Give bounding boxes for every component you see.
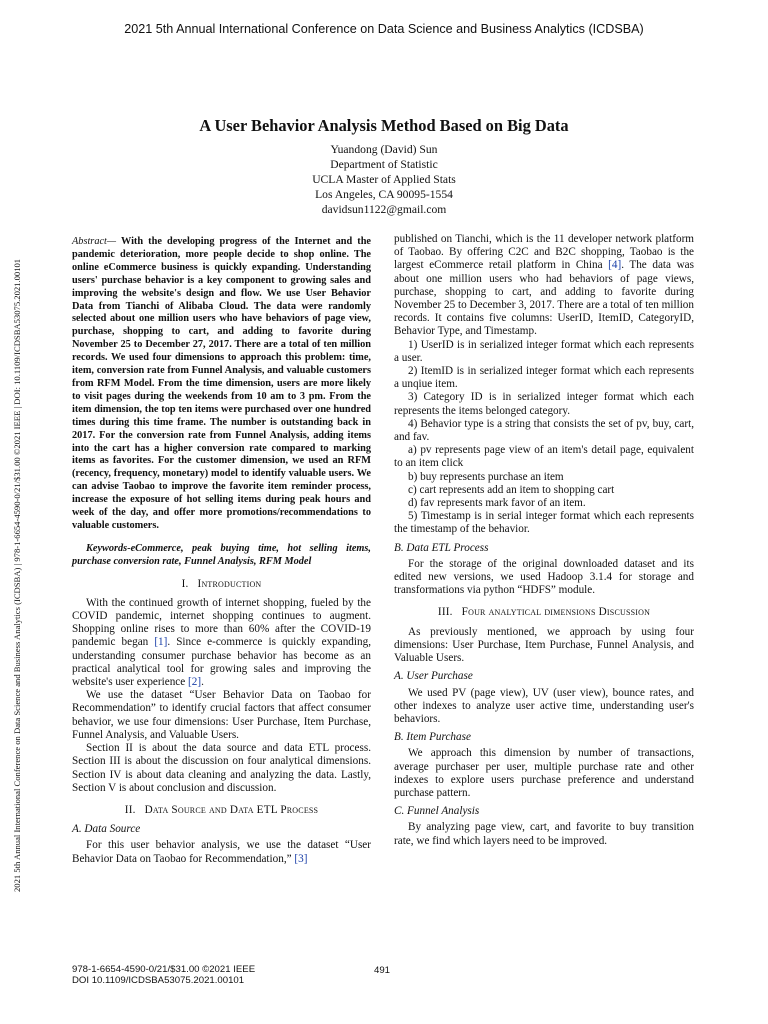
list-subitem: b) buy represents purchase an item (408, 470, 564, 483)
subsection-heading-item-purchase: B. Item Purchase (394, 731, 471, 744)
page-number: 491 (374, 965, 391, 976)
section-heading-data-source: II. Data Source and Data ETL Process (124, 803, 319, 816)
list-subitem: d) fav represents mark favor of an item. (408, 497, 586, 510)
subsection-heading-funnel-analysis: C. Funnel Analysis (394, 805, 480, 818)
citation-link[interactable]: [3] (294, 852, 308, 865)
abstract (72, 236, 371, 533)
sidebar-citation-text: 2021 5th Annual International Conference on Data Science and Business Analytics (ICDSBA) | 978-1-6654-4590-0/21/$31.00 ©2021 IEEE | DOI: 10.1109/ICDSBA53075.2021.00101 (12, 258, 22, 892)
funnel-analysis-paragraph: By analyzing page view, cart, and favorite to buy transition rate, we find which layers need to be improved. (394, 821, 694, 847)
author-program: UCLA Master of Applied Stats (312, 173, 456, 186)
conference-header: 2021 5th Annual International Conference on Data Science and Business Analytics (ICDSBA) (124, 22, 644, 36)
list-subitem: c) cart represents add an item to shopping cart (408, 483, 615, 496)
subsection-heading-user-purchase: A. User Purchase (394, 670, 473, 683)
section-heading-introduction: I. Introduction (181, 577, 262, 590)
user-purchase-paragraph: We used PV (page view), UV (user view), bounce rates, and other indexes to analyze user active time, understanding user's behaviors. (394, 686, 694, 725)
data-source-continued: published on Tianchi, which is the 11 developer network platform of Taobao. By offering C2C and B2C shopping, Taobao is the largest eCommerce retail platform in China [4]. The data was about one million users who had behaviors of page views, purchase, shopping to cart, and adding to favorite during November 25 to December 3, 2017. There are a total of ten million records. It contains five columns: UserID, ItemID, CategoryID, Behavior Type, and Timestamp. (394, 233, 694, 338)
list-subitem: a) pv represents page view of an item's detail page, equivalent to an item click (394, 444, 694, 470)
list-item: 2) ItemID is in serialized integer format which each represents a unqiue item. (394, 365, 694, 391)
subsection-heading-etl: B. Data ETL Process (394, 541, 489, 554)
footer-doi: DOI 10.1109/ICDSBA53075.2021.00101 (72, 975, 245, 986)
keywords: Keywords-eCommerce, peak buying time, hot selling items, purchase conversion rate, Funnel Analysis, RFM Model (72, 542, 371, 567)
abstract-text: With the developing progress of the Internet and the pandemic deterioration, more people decide to shop online. The online eCommerce business is quickly expanding. Understanding users' purchase behavior is a key component to growing sales and improving the website's design and flow. We use User Behavior Data from Tianchi of Alibaba Cloud. The data were randomly selected about one million users who have behaviors of page view, purchase, shopping to cart, and adding to favorite during November 25 to December 27, 2017. There are a total of ten million records. We used four dimensions to approach this problem: time, item, conversion rate from Funnel Analysis, and valuable customers from RFM Model. From the time dimension, users are more likely to visit pages during the weekends from 10 am to 3 pm. From the item dimension, the top ten items were purchased over one hundred times during this time frame. The number is outstanding back in 2017. For the conversion rate from Funnel Analysis, adding items into the cart has a higher conversion rate compared to marking items as favorites. For the customer dimension, we used an RFM (recency, frequency, monetary) model to identify valuable users. We can advise Taobao to improve the favorite item reminder process, increase the exposure of hot selling items during peak hours and week of the day, and offer more promotions/recommendations to valuable customers. (72, 236, 371, 531)
list-item: 1) UserID is in serialized integer format which each represents a user. (394, 338, 694, 364)
footer-isbn: 978-1-6654-4590-0/21/$31.00 ©2021 IEEE (72, 964, 256, 975)
intro-paragraph-1: With the continued growth of internet shopping, fueled by the COVID pandemic, internet shopping continues to augment. Shopping online rises to more than 60% after the COVID-19 pandemic began [1]. Since e-commerce is quickly expanding, understanding consumer purchase behavior has become as an practical analytical tool for growing sales and improving the website's user experience [2]. (72, 596, 371, 689)
citation-link[interactable]: [2] (188, 676, 202, 689)
item-purchase-paragraph: We approach this dimension by number of transactions, average purchaser per user, multiple purchase rate and other indexes to explore users purchase preference and understand purchase pattern. (394, 747, 694, 799)
intro-paragraph-2: We use the dataset “User Behavior Data on Taobao for Recommendation” to identify crucial factors that affect consumer behavior, we use four dimensions: User Purchase, Item Purchase, Funnel Analysis, and Valuable Users. (72, 689, 371, 741)
list-item: 4) Behavior type is a string that consists the set of pv, buy, cart, and fav. (394, 417, 694, 444)
left-column (72, 236, 371, 866)
list-item: 5) Timestamp is in serial integer format which each represents the timestamp of the behavior. (394, 510, 694, 536)
four-dimensions-paragraph: As previously mentioned, we approach by using four dimensions: User Purchase, Item Purchase, Funnel Analysis, and Valuable Users. (394, 625, 694, 665)
footer-copyright (72, 964, 255, 986)
author-email[interactable]: davidsun1122@gmail.com (321, 203, 447, 216)
paper-title: A User Behavior Analysis Method Based on Big Data (199, 116, 569, 135)
intro-paragraph-3: Section II is about the data source and data ETL process. Section III is about the discussion on four analytical dimensions. Section IV is about data cleaning and analyzing the data. Lastly, Section V is about conclusion and discussion. (72, 742, 371, 794)
abstract-lead: Abstract— (72, 236, 117, 247)
author-department: Department of Statistic (330, 158, 438, 171)
list-item: 3) Category ID is in serialized integer format which each represents the items belonged category. (394, 391, 694, 417)
citation-link[interactable]: [4] (608, 259, 622, 272)
section-heading-four-dimensions: III. Four analytical dimensions Discussion (437, 606, 651, 619)
author-location: Los Angeles, CA 90095-1554 (315, 188, 453, 201)
author-name: Yuandong (David) Sun (330, 143, 438, 156)
sidebar-citation (12, 132, 26, 892)
right-column (394, 233, 694, 848)
data-source-paragraph: For this user behavior analysis, we use the dataset “User Behavior Data on Taobao for Recommendation,” [3] (72, 839, 371, 865)
author-block (0, 142, 768, 217)
subsection-heading-data-source: A. Data Source (72, 823, 141, 836)
citation-link[interactable]: [1] (154, 636, 168, 649)
etl-paragraph: For the storage of the original downloaded dataset and its edited new versions, we used Hadoop 3.1.4 for storage and transformations via python “HDFS” module. (394, 557, 694, 597)
